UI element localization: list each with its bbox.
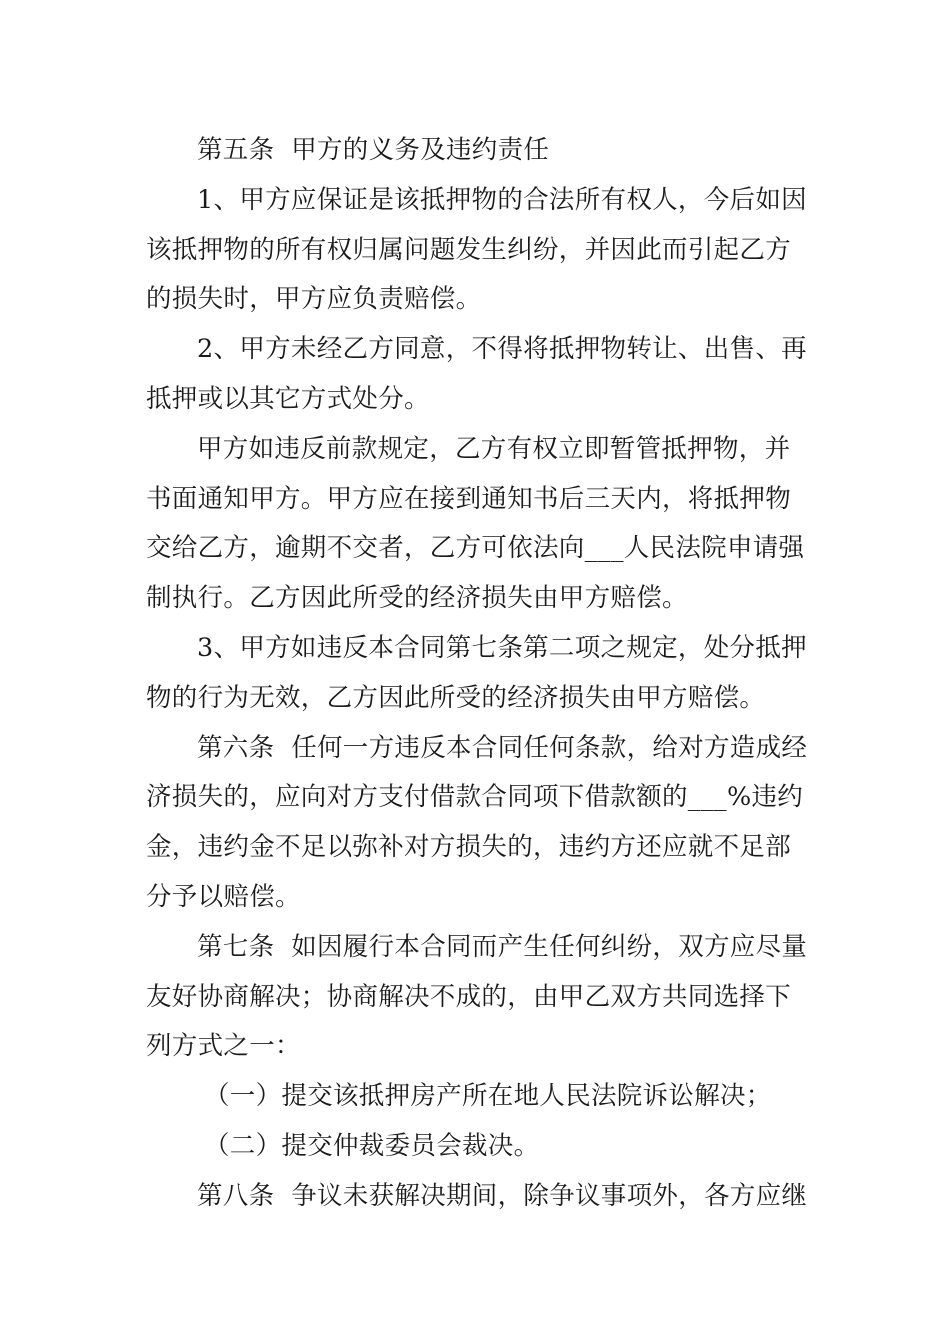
article-6-line: 第六条 任何一方违反本合同任何条款，给对方造成经 — [197, 732, 808, 763]
paragraph-line: 列方式之一： — [146, 1031, 301, 1062]
list-item-1: （一）提交该抵押房产所在地人民法院诉讼解决； — [204, 1081, 772, 1112]
article-7-line: 第七条 如因履行本合同而产生任何纠纷，双方应尽量 — [197, 931, 808, 962]
paragraph-line: 的损失时，甲方应负责赔偿。 — [146, 284, 482, 315]
paragraph-line: 书面通知甲方。甲方应在接到通知书后三天内，将抵押物 — [146, 483, 792, 514]
paragraph-line: 制执行。乙方因此所受的经济损失由甲方赔偿。 — [146, 583, 688, 614]
paragraph-line: 济损失的，应向对方支付借款合同项下借款额的___%违约 — [146, 782, 804, 813]
paragraph-line: 分予以赔偿。 — [146, 881, 301, 912]
paragraph-line: 金，违约金不足以弥补对方损失的，违约方还应就不足部 — [146, 832, 792, 863]
paragraph-line: 物的行为无效，乙方因此所受的经济损失由甲方赔偿。 — [146, 682, 766, 713]
list-item-2: （二）提交仲裁委员会裁决。 — [204, 1130, 540, 1161]
paragraph-line: 友好协商解决；协商解决不成的，由甲乙双方共同选择下 — [146, 981, 792, 1012]
paragraph-line: 甲方如违反前款规定，乙方有权立即暂管抵押物，并 — [197, 433, 791, 464]
article-5-heading: 第五条 甲方的义务及违约责任 — [197, 135, 550, 165]
document-body — [146, 126, 806, 1222]
paragraph-line: 交给乙方，逾期不交者，乙方可依法向___人民法院申请强 — [146, 533, 805, 564]
paragraph-line: 1、甲方应保证是该抵押物的合法所有权人，今后如因 — [197, 184, 807, 215]
paragraph-line: 3、甲方如违反本合同第七条第二项之规定，处分抵押 — [197, 632, 807, 663]
paragraph-line: 该抵押物的所有权归属问题发生纠纷，并因此而引起乙方 — [146, 234, 792, 265]
paragraph-line: 抵押或以其它方式处分。 — [146, 383, 430, 414]
paragraph-line: 2、甲方未经乙方同意，不得将抵押物转让、出售、再 — [197, 334, 807, 365]
article-8-line: 第八条 争议未获解决期间，除争议事项外，各方应继 — [197, 1180, 808, 1211]
